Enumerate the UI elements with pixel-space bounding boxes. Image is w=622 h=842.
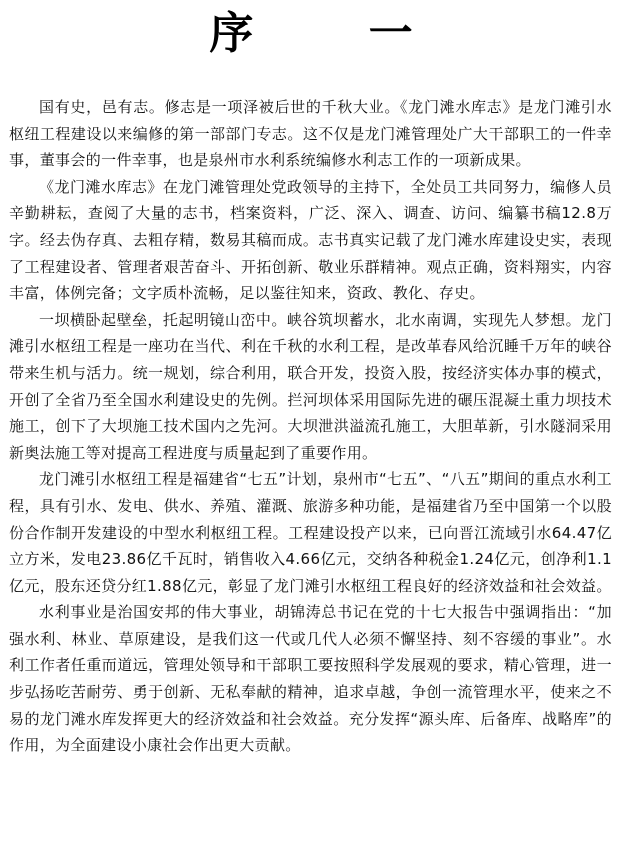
- paragraph-2: 《龙门滩水库志》在龙门滩管理处党政领导的主持下，全处员工共同努力，编修人员辛勤耕耘，查阅了大量的志书，档案资料，广泛、深入、调查、访问、编纂书稿12.8万字。经去伪存真、去粗存精，数易其稿而成。志书真实记载了龙门滩水库建设史实，表现了工程建设者、管理者艰苦奋斗、开拓创新、敬业乐群精神。观点正确，资料翔实，内容丰富，体例完备；文字质朴流畅，足以鉴往知来，资政、教化、存史。: [9, 177, 612, 303]
- body-text: [9, 94, 612, 759]
- paragraph-5: 水利事业是治国安邦的伟大事业，胡锦涛总书记在党的十七大报告中强调指出：“加强水利、林业、草原建设，是我们这一代或几代人必须不懈坚持、刻不容缓的事业”。水利工作者任重而道远，管理处领导和干部职工要按照科学发展观的要求，精心管理，进一步弘扬吃苦耐劳、勇于创新、无私奉献的精神，追求卓越，争创一流管理水平，使来之不易的龙门滩水库发挥更大的经济效益和社会效益。充分发挥“源头库、后备库、战略库”的作用，为全面建设小康社会作出更大贡献。: [9, 603, 612, 755]
- paragraph-3: 一坝横卧起壁垒，托起明镜山峦中。峡谷筑坝蓄水，北水南调，实现先人梦想。龙门滩引水枢纽工程是一座功在当代、利在千秋的水利工程，是改革春风给沉睡千万年的峡谷带来生机与活力。统一规划，综合利用，联合开发，投资入股，按经济实体办事的模式，开创了全省乃至全国水利建设史的先例。拦河坝体采用国际先进的碾压混凝土重力坝技术施工，创下了大坝施工技术国内之先河。大坝泄洪溢流孔施工，大胆革新，引水隧洞采用新奥法施工等对提高工程进度与质量起到了重要作用。: [9, 310, 612, 462]
- paragraph-4: 龙门滩引水枢纽工程是福建省“七五”计划，泉州市“七五”、“八五”期间的重点水利工程，具有引水、发电、供水、养殖、灌溉、旅游多种功能，是福建省乃至中国第一个以股份合作制开发建设的中型水利枢纽工程。工程建设投产以来，已向晋江流域引水64.47亿立方米，发电23.86亿千瓦时，销售收入4.66亿元，交纳各种税金1.24亿元，创净利1.1亿元，股东还贷分红1.88亿元，彰显了龙门滩引水枢纽工程良好的经济效益和社会效益。: [9, 470, 612, 595]
- page-title: 序 一: [209, 8, 463, 59]
- paragraph-1: 国有史，邑有志。修志是一项泽被后世的千秋大业。《龙门滩水库志》是龙门滩引水枢纽工程建设以来编修的第一部部门专志。这不仅是龙门滩管理处广大干部职工的一件幸事，董事会的一件幸事，也是泉州市水利系统编修水利志工作的一项新成果。: [9, 98, 612, 170]
